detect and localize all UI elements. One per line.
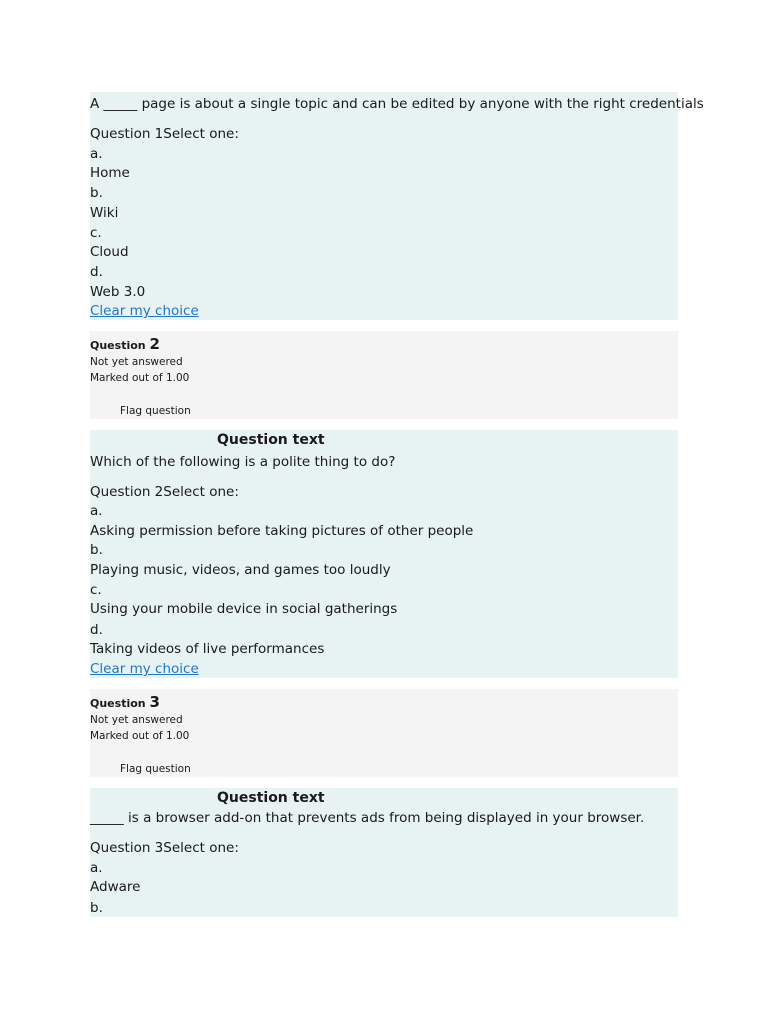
option-letter[interactable]: a. [90, 146, 103, 162]
question-status: Not yet answered [90, 356, 183, 368]
flag-question-button[interactable]: Flag question [120, 763, 191, 775]
option-letter[interactable]: c. [90, 225, 102, 241]
question-2-info [90, 331, 678, 419]
option-letter[interactable]: a. [90, 503, 103, 519]
question-label: Question [90, 697, 146, 710]
question-3-block [90, 808, 678, 917]
question-3-select-label: Question 3Select one: [90, 840, 239, 856]
option-text[interactable]: Adware [90, 879, 141, 895]
question-label: Question [90, 339, 146, 352]
option-letter[interactable]: a. [90, 860, 103, 876]
question-marks: Marked out of 1.00 [90, 372, 190, 384]
question-2-block [90, 450, 678, 678]
question-text-bar [90, 430, 678, 450]
question-2-header [90, 335, 160, 355]
question-number: 3 [149, 693, 160, 711]
option-text[interactable]: Home [90, 165, 130, 181]
question-3-info [90, 689, 678, 777]
option-letter[interactable]: d. [90, 264, 103, 280]
option-letter[interactable]: b. [90, 185, 103, 201]
clear-choice-link[interactable]: Clear my choice [90, 661, 199, 677]
clear-choice-link[interactable]: Clear my choice [90, 303, 199, 319]
question-text-bar [90, 788, 678, 808]
question-3-header [90, 693, 160, 713]
question-marks: Marked out of 1.00 [90, 730, 190, 742]
option-text[interactable]: Taking videos of live performances [90, 641, 325, 657]
question-1-select-label: Question 1Select one: [90, 126, 239, 142]
option-letter[interactable]: b. [90, 542, 103, 558]
question-1-prompt: A _____ page is about a single topic and can be edited by anyone with the right credentials [90, 96, 704, 112]
question-2-select-label: Question 2Select one: [90, 484, 239, 500]
option-text[interactable]: Wiki [90, 205, 119, 221]
question-3-prompt: _____ is a browser add-on that prevents ads from being displayed in your browser. [90, 810, 645, 826]
flag-question-button[interactable]: Flag question [120, 405, 191, 417]
option-letter[interactable]: b. [90, 900, 103, 916]
option-text[interactable]: Asking permission before taking pictures of other people [90, 523, 474, 539]
option-text[interactable]: Web 3.0 [90, 284, 146, 300]
question-1-block [90, 92, 704, 320]
option-letter[interactable]: d. [90, 622, 103, 638]
question-number: 2 [149, 335, 160, 353]
question-text-heading: Question text [217, 790, 325, 806]
option-letter[interactable]: c. [90, 582, 102, 598]
option-text[interactable]: Cloud [90, 244, 129, 260]
question-status: Not yet answered [90, 714, 183, 726]
option-text[interactable]: Playing music, videos, and games too loudly [90, 562, 391, 578]
question-text-heading: Question text [217, 432, 325, 448]
option-text[interactable]: Using your mobile device in social gatherings [90, 601, 398, 617]
question-2-prompt: Which of the following is a polite thing to do? [90, 454, 396, 470]
